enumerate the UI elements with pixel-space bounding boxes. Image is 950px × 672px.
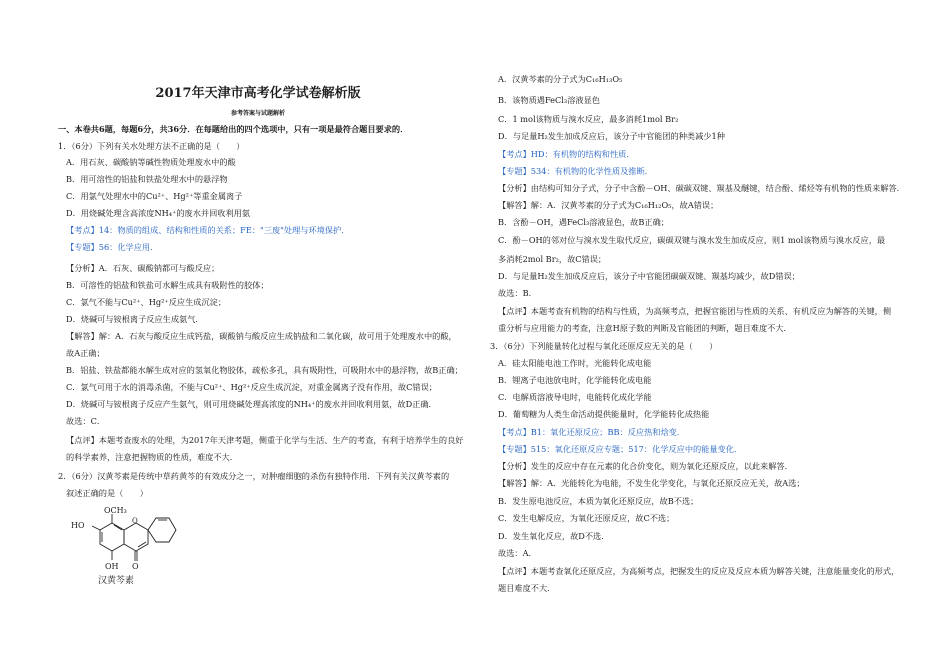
q1-jieda-5: 故选：C． bbox=[66, 416, 106, 426]
q3-zhuanti: 【专题】515：氧化还原反应专题；517：化学反应中的能量变化． bbox=[498, 444, 743, 454]
q2-jieda-2: C．酚－OH的邻对位与溴水发生取代反应，碳碳双键与溴水发生加成反应，则1 mol该物质与溴水反应，最 bbox=[498, 235, 886, 245]
oh-label: OH bbox=[105, 562, 119, 571]
q2-zhuanti: 【专题】534：有机物的化学性质及推断． bbox=[498, 166, 653, 176]
q3-jieda-2: C．发生电解反应，为氧化还原反应，故C不选； bbox=[498, 513, 675, 523]
q1-dianping-0: 【点评】本题考查废水的处理，为2017年天津考题，侧重于化学与生活、生产的考查，有利于培养学生的良好 bbox=[66, 435, 464, 445]
q2-jieda-0: 【解答】解：A．汉黄芩素的分子式为C₁₆H₁₂O₅，故A错误； bbox=[498, 200, 719, 210]
q3-dianping-0: 【点评】本题考查氧化还原反应，为高频考点，把握发生的反应及反应本质为解答关键，注意能量变化的形式， bbox=[498, 566, 900, 576]
q3-jieda-0: 【解答】解：A．光能转化为电能，不发生化学变化，与氧化还原反应无关，故A选； bbox=[498, 478, 805, 488]
q3-option-d: D．葡萄糖为人类生命活动提供能量时，化学能转化成热能 bbox=[498, 409, 710, 419]
q3-fenxi: 【分析】发生的反应中存在元素的化合价变化，则为氧化还原反应，以此来解答． bbox=[498, 461, 793, 471]
q3-jieda-1: B．发生原电池反应，本质为氧化还原反应，故B不选； bbox=[498, 496, 699, 506]
q3-option-c: C．电解质溶液导电时，电能转化成化学能 bbox=[498, 392, 652, 402]
ring-o-label: O bbox=[132, 517, 138, 525]
q1-jieda-0: 【解答】解：A．石灰与酸反应生成钙盐，碳酸钠与酸反应生成钠盐和二氧化碳，故可用于处理废水中的酸， bbox=[66, 331, 457, 341]
q3-jieda-3: D．发生氧化反应，故D不选． bbox=[498, 531, 610, 541]
q1-stem: 1．（6分）下列有关水处理方法不正确的是（ ） bbox=[58, 141, 245, 151]
q3-dianping-1: 题目难度不大． bbox=[498, 583, 556, 593]
q1-option-a: A．用石灰、碳酸钠等碱性物质处理废水中的酸 bbox=[66, 157, 236, 167]
structure-caption: 汉黄芩素 bbox=[98, 576, 135, 586]
q2-jieda-1: B．含酚－OH，遇FeCl₃溶液显色，故B正确； bbox=[498, 217, 669, 227]
q1-kaodian: 【考点】14：物质的组成、结构和性质的关系；FE："三废"处理与环境保护． bbox=[66, 225, 350, 235]
q2-option-c: C．1 mol该物质与溴水反应，最多消耗1mol Br₂ bbox=[498, 114, 679, 124]
page-title: 2017年天津市高考化学试卷解析版 bbox=[155, 86, 361, 101]
wogonin-structure-diagram bbox=[70, 504, 180, 588]
q1-jieda-2: B．铝盐、铁盐都能水解生成对应的氢氧化物胶体，疏松多孔，具有吸附性，可吸附水中的悬浮物，故B正确； bbox=[66, 365, 463, 375]
q2-jieda-3: 多消耗2mol Br₂，故C错误； bbox=[498, 254, 607, 264]
carbonyl-o-label: O bbox=[132, 562, 139, 571]
q3-stem: 3．（6分）下列能量转化过程与氧化还原反应无关的是（ ） bbox=[490, 341, 718, 351]
q1-fenxi-1: B．可溶性的铝盐和铁盐可水解生成具有吸附性的胶体； bbox=[66, 280, 269, 290]
q1-fenxi-0: 【分析】A．石灰、碳酸钠都可与酸反应； bbox=[66, 263, 220, 273]
q2-jieda-5: 故选：B． bbox=[498, 288, 537, 298]
q3-option-b: B．锂离子电池放电时，化学能转化成电能 bbox=[498, 375, 652, 385]
q1-jieda-4: D．烧碱可与铵根离子反应产生氨气，则可用烧碱处理高浓度的NH₄⁺的废水并回收利用氨，故D正确． bbox=[66, 399, 437, 409]
q2-jieda-4: D．与足量H₂发生加成反应后，该分子中官能团碳碳双键、羰基均减少，故D错误； bbox=[498, 271, 800, 281]
q2-option-b: B．该物质遇FeCl₃溶液显色 bbox=[498, 95, 600, 105]
q2-option-a: A．汉黄芩素的分子式为C₁₆H₁₃O₅ bbox=[498, 74, 623, 84]
q1-jieda-1: 故A正确； bbox=[66, 348, 105, 358]
page-subtitle: 参考答案与试题解析 bbox=[230, 110, 285, 117]
q2-kaodian: 【考点】HD：有机物的结构和性质． bbox=[498, 149, 635, 159]
q2-fenxi: 【分析】由结构可知分子式，分子中含酚－OH、碳碳双键、羰基及醚键，结合酚、烯烃等有机物的性质来解答． bbox=[498, 183, 905, 193]
q1-fenxi-3: D．烧碱可与铵根离子反应生成氨气． bbox=[66, 314, 204, 324]
q1-option-c: C．用氯气处理水中的Cu²⁺、Hg²⁺等重金属离子 bbox=[66, 191, 243, 201]
q1-jieda-3: C．氯气可用于水的消毒杀菌，不能与Cu²⁺、Hg²⁺反应生成沉淀，对重金属离子没有作用，故C错误； bbox=[66, 382, 437, 392]
q2-dianping-1: 重分析与应用能力的考查，注意H原子数的判断及官能团的判断，题目难度不大． bbox=[498, 323, 792, 333]
q1-dianping-1: 的科学素养，注意把握物质的性质，难度不大． bbox=[66, 452, 238, 462]
q1-option-b: B．用可溶性的铝盐和铁盐处理水中的悬浮物 bbox=[66, 174, 228, 184]
ho-label: HO bbox=[71, 521, 85, 530]
q1-option-d: D．用烧碱处理含高浓度NH₄⁺的废水并回收利用氨 bbox=[66, 208, 251, 218]
q1-fenxi-2: C．氯气不能与Cu²⁺、Hg²⁺反应生成沉淀； bbox=[66, 297, 227, 307]
q2-dianping-0: 【点评】本题考查有机物的结构与性质，为高频考点，把握官能团与性质的关系、有机反应为解答的关键，侧 bbox=[498, 306, 892, 316]
q3-jieda-4: 故选：A． bbox=[498, 548, 537, 558]
q2-stem-0: 2．（6分）汉黄芩素是传统中草药黄芩的有效成分之一，对肿瘤细胞的杀伤有独特作用．下列有关汉黄芩素的 bbox=[58, 471, 450, 481]
q1-zhuanti: 【专题】56：化学应用． bbox=[66, 242, 159, 252]
q2-option-d: D．与足量H₂发生加成反应后，该分子中官能团的种类减少1种 bbox=[498, 131, 725, 141]
q2-stem-1: 叙述正确的是（ ） bbox=[66, 488, 148, 498]
q3-kaodian: 【考点】B1：氧化还原反应；BB：反应热和焓变． bbox=[498, 427, 686, 437]
q3-option-a: A．硅太阳能电池工作时，光能转化成电能 bbox=[498, 358, 652, 368]
section-heading: 一、本卷共6题，每题6分，共36分．在每题给出的四个选项中，只有一项是最符合题目要求的． bbox=[58, 124, 409, 134]
och3-label: OCH₃ bbox=[104, 506, 127, 515]
